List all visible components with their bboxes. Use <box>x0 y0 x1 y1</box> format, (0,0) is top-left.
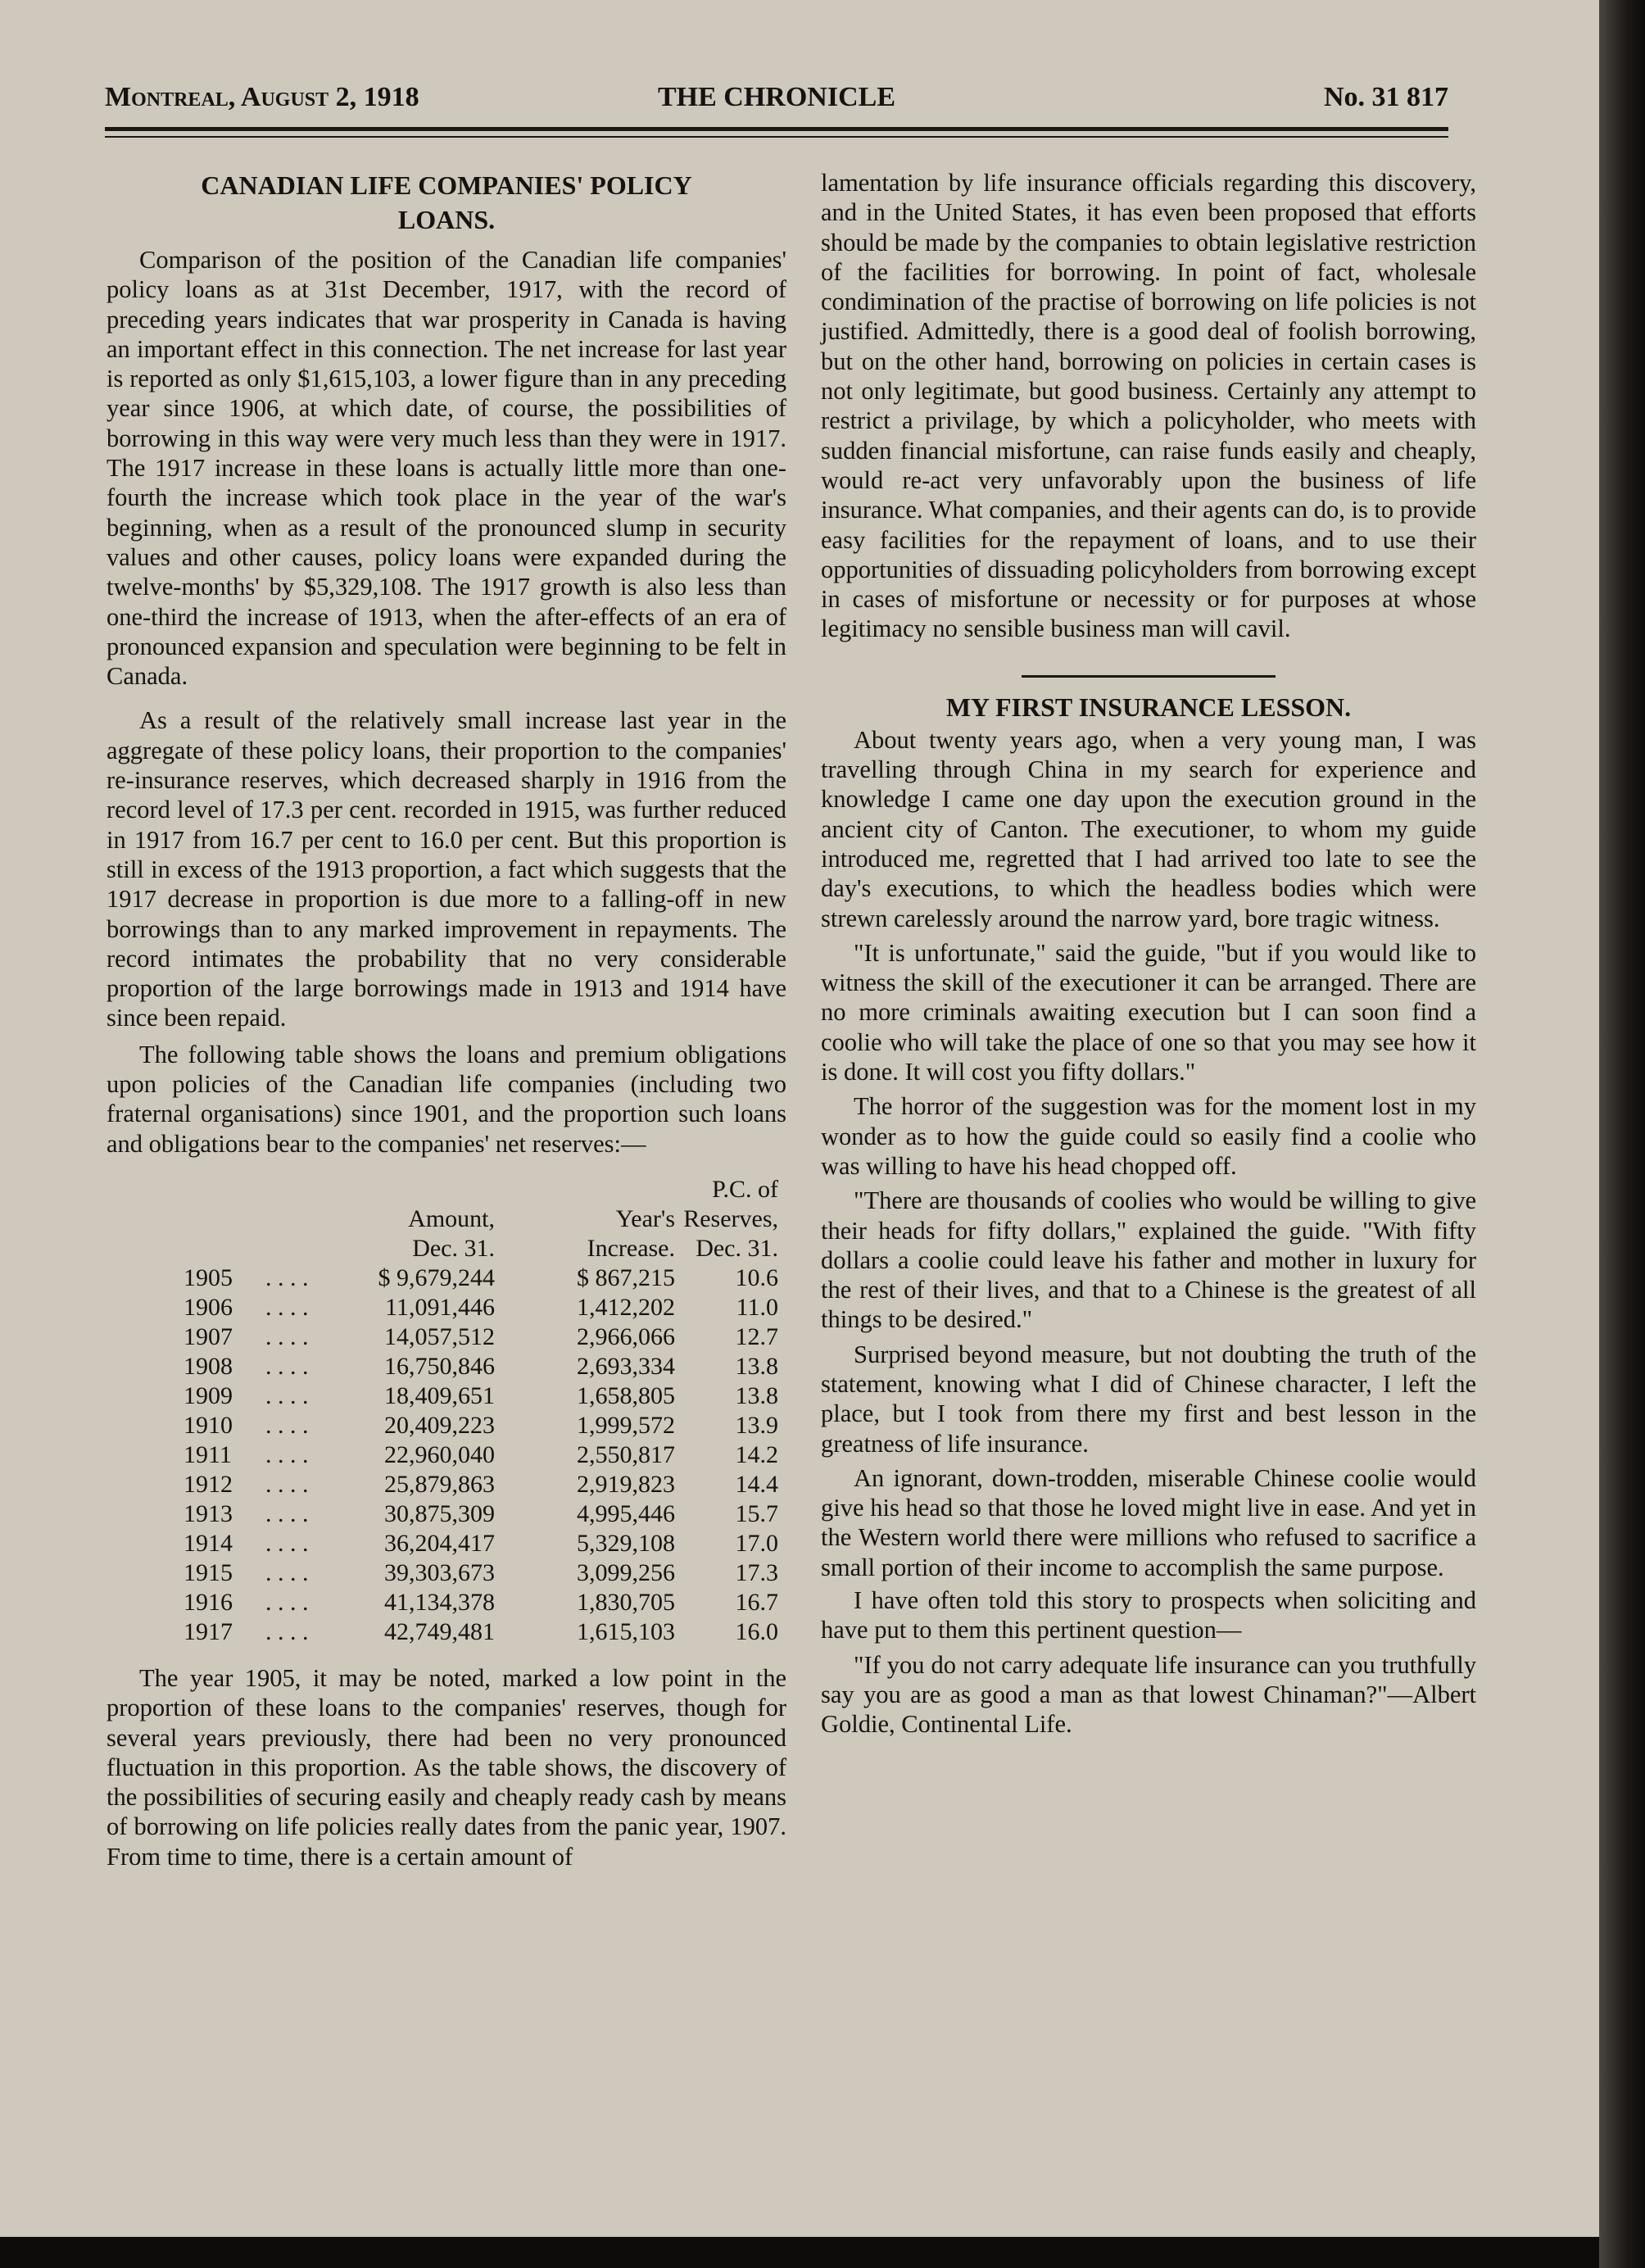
table-cell-leader-dots: . . . . <box>265 1529 309 1557</box>
table-cell-pc-reserves: 11.0 <box>736 1293 778 1321</box>
table-cell-year: 1910 <box>184 1411 233 1439</box>
table-cell-increase: 3,099,256 <box>577 1558 675 1586</box>
table-header-increase-1: Year's <box>615 1204 675 1232</box>
table-cell-leader-dots: . . . . <box>265 1499 309 1527</box>
table-header-amount-1: Amount, <box>408 1204 495 1232</box>
table-row <box>106 1440 786 1470</box>
table-cell-increase: 1,412,202 <box>577 1293 675 1321</box>
table-cell-leader-dots: . . . . <box>265 1617 309 1645</box>
table-cell-amount: $ 9,679,244 <box>378 1263 495 1291</box>
article1-paragraph-2: As a result of the relatively small increase last year in the aggregate of these policy loans, their proportion to the companies' re-insurance reserves, which decreased sharply in 1916 from the record level of 17.3 per cent. recorded in 1915, was further reduced in 1917 from 16.7 per cent to 16.0 per cent. But this proportion is still in excess of the 1913 proportion, a fact which suggests that the 1917 decrease in proportion is due more to a falling-off in new borrowings than to any marked improvement in repayments. The record intimates the probability that no very considerable proportion of the large borrowings made in 1913 and 1914 have since been repaid. <box>106 706 786 1032</box>
table-cell-increase: 2,966,066 <box>577 1322 675 1350</box>
table-cell-increase: 5,329,108 <box>577 1529 675 1557</box>
table-row <box>106 1558 786 1588</box>
table-header-row-3 <box>106 1234 786 1263</box>
table-cell-pc-reserves: 15.7 <box>735 1499 778 1527</box>
table-row <box>106 1588 786 1617</box>
page-bottom-shadow <box>0 2237 1599 2268</box>
table-cell-amount: 22,960,040 <box>384 1440 495 1468</box>
table-cell-amount: 20,409,223 <box>384 1411 495 1439</box>
table-header-pc-3: Dec. 31. <box>696 1234 778 1262</box>
article2-paragraph-1: About twenty years ago, when a very young man, I was travelling through China in my search for experience and knowledge I came one day upon the execution ground in the ancient city of Canton. The executioner, to whom my guide introduced me, regretted that I had arrived too late to see the day's executions, to which the headless bodies which were strewn carelessly around the narrow yard, bore tragic witness. <box>821 725 1476 932</box>
table-row <box>106 1352 786 1381</box>
header-rule-thick <box>105 127 1448 131</box>
table-cell-leader-dots: . . . . <box>265 1411 309 1439</box>
table-cell-year: 1907 <box>184 1322 233 1350</box>
table-cell-year: 1912 <box>184 1470 233 1498</box>
table-cell-amount: 36,204,417 <box>384 1529 495 1557</box>
table-header-pc-2: Reserves, <box>683 1204 778 1232</box>
table-cell-year: 1908 <box>184 1352 233 1380</box>
table-cell-pc-reserves: 16.0 <box>735 1617 778 1645</box>
header-rule-thin <box>105 136 1448 138</box>
table-cell-pc-reserves: 10.6 <box>735 1263 778 1291</box>
article1-paragraph-3: The following table shows the loans and premium obligations upon policies of the Canadian life companies (including two fraternal organisations) since 1901, and the proportion such loans and obligations bear to the companies' net reserves:— <box>106 1040 786 1158</box>
table-cell-year: 1914 <box>184 1529 233 1557</box>
table-cell-leader-dots: . . . . <box>265 1263 309 1291</box>
article2-paragraph-2: "It is unfortunate," said the guide, "but if you would like to witness the skill of the executioner it can be arranged. There are no more criminals awaiting execution but I can soon find a coolie who will take the place of one so that you may see how it is done. It will cost you fifty dollars." <box>821 938 1476 1086</box>
article-separator-rule <box>1022 675 1276 678</box>
article1-paragraph-4: The year 1905, it may be noted, marked a low point in the proportion of these loans to the companies' reserves, though for several years previously, there had been no very pronounced fluctuation in this proportion. As the table shows, the discovery of the possibilities of securing easily and cheaply ready cash by means of borrowing on life policies really dates from the panic year, 1907. From time to time, there is a certain amount of <box>106 1663 786 1871</box>
table-cell-pc-reserves: 13.8 <box>735 1381 778 1409</box>
table-cell-pc-reserves: 14.4 <box>735 1470 778 1498</box>
table-cell-amount: 25,879,863 <box>384 1470 495 1498</box>
table-cell-amount: 18,409,651 <box>384 1381 495 1409</box>
table-cell-pc-reserves: 16.7 <box>735 1588 778 1616</box>
table-cell-increase: $ 867,215 <box>577 1263 675 1291</box>
article1-paragraph-1: Comparison of the position of the Canadian life companies' policy loans as at 31st December, 1917, with the record of preceding years indicates that war prosperity in Canada is having an important effect in this connection. The net increase for last year is reported as only $1,615,103, a lower figure than in any preceding year since 1906, at which date, of course, the possibilities of borrowing in this way were very much less than they were in 1917. The 1917 increase in these loans is actually little more than one-fourth the increase which took place in the year of the war's beginning, when as a result of the pronounced slump in security values and other causes, policy loans were expanded during the twelve-months' by $5,329,108. The 1917 growth is also less than one-third the increase of 1913, when the after-effects of an era of pronounced expansion and speculation were beginning to be felt in Canada. <box>106 246 786 691</box>
table-cell-year: 1906 <box>184 1293 233 1321</box>
article2-paragraph-5: Surprised beyond measure, but not doubting the truth of the statement, knowing what I did of Chinese character, I left the place, but I took from there my first and best lesson in the greatness of life insurance. <box>821 1340 1476 1458</box>
table-cell-leader-dots: . . . . <box>265 1322 309 1350</box>
table-cell-leader-dots: . . . . <box>265 1470 309 1498</box>
article2-paragraph-4: "There are thousands of coolies who would be willing to give their heads for fifty dollars," explained the guide. "With fifty dollars a coolie could leave his father and mother in luxury for the rest of their lives, and that to a Chinese is the greatest of all things to be desired." <box>821 1186 1476 1334</box>
table-cell-increase: 1,999,572 <box>577 1411 675 1439</box>
table-cell-year: 1913 <box>184 1499 233 1527</box>
table-row <box>106 1293 786 1322</box>
left-column <box>106 168 786 1871</box>
table-cell-year: 1905 <box>184 1263 233 1291</box>
table-cell-amount: 42,749,481 <box>384 1617 495 1645</box>
table-cell-amount: 11,091,446 <box>385 1293 495 1321</box>
table-header-pc-1: P.C. of <box>712 1175 778 1203</box>
table-cell-amount: 30,875,309 <box>384 1499 495 1527</box>
table-cell-pc-reserves: 13.8 <box>735 1352 778 1380</box>
table-row <box>106 1322 786 1352</box>
table-cell-year: 1909 <box>184 1381 233 1409</box>
table-cell-leader-dots: . . . . <box>265 1440 309 1468</box>
table-cell-increase: 2,919,823 <box>577 1470 675 1498</box>
article2-paragraph-8: "If you do not carry adequate life insurance can you truthfully say you are as good a man as that lowest Chinaman?"—Albert Goldie, Continental Life. <box>821 1650 1476 1739</box>
book-spine-edge <box>1599 0 1645 2268</box>
article2-paragraph-6: An ignorant, down-trodden, miserable Chinese coolie would give his head so that those he loved might live in ease. And yet in the Western world there were millions who refused to sacrifice a small portion of their income to accomplish the same purpose. <box>821 1463 1476 1581</box>
table-row <box>106 1617 786 1647</box>
table-header-increase-2: Increase. <box>587 1234 675 1262</box>
article2-paragraph-3: The horror of the suggestion was for the moment lost in my wonder as to how the guide could so easily find a coolie who was willing to have his head chopped off. <box>821 1092 1476 1180</box>
table-cell-amount: 39,303,673 <box>384 1558 495 1586</box>
table-cell-increase: 2,550,817 <box>577 1440 675 1468</box>
table-body <box>106 1263 786 1647</box>
table-row <box>106 1529 786 1558</box>
table-cell-year: 1917 <box>184 1617 233 1645</box>
table-cell-amount: 41,134,378 <box>384 1588 495 1616</box>
table-row <box>106 1411 786 1440</box>
table-header-amount-2: Dec. 31. <box>412 1234 495 1262</box>
table-cell-amount: 14,057,512 <box>384 1322 495 1350</box>
table-cell-leader-dots: . . . . <box>265 1293 309 1321</box>
table-header-row-1 <box>106 1175 786 1204</box>
table-cell-year: 1915 <box>184 1558 233 1586</box>
table-row <box>106 1470 786 1499</box>
table-cell-pc-reserves: 17.0 <box>735 1529 778 1557</box>
article1-title-line2: LOANS. <box>397 205 496 234</box>
table-cell-year: 1911 <box>184 1440 232 1468</box>
header-dateline: Montreal, August 2, 1918 <box>105 82 419 112</box>
table-cell-increase: 1,615,103 <box>577 1617 675 1645</box>
article1-title <box>106 168 786 237</box>
table-cell-leader-dots: . . . . <box>265 1381 309 1409</box>
table-cell-leader-dots: . . . . <box>265 1352 309 1380</box>
table-cell-increase: 1,658,805 <box>577 1381 675 1409</box>
header-publication-title: THE CHRONICLE <box>658 82 895 112</box>
table-cell-pc-reserves: 17.3 <box>735 1558 778 1586</box>
article1-title-line1: CANADIAN LIFE COMPANIES' POLICY <box>201 170 692 200</box>
table-cell-year: 1916 <box>184 1588 233 1616</box>
table-cell-leader-dots: . . . . <box>265 1558 309 1586</box>
table-cell-amount: 16,750,846 <box>384 1352 495 1380</box>
table-row <box>106 1499 786 1529</box>
header-issue-page-number: No. 31 817 <box>1323 82 1448 112</box>
table-cell-pc-reserves: 12.7 <box>735 1322 778 1350</box>
table-row <box>106 1263 786 1293</box>
article2-title: MY FIRST INSURANCE LESSON. <box>945 692 1352 722</box>
article1-paragraph-5: lamentation by life insurance officials regarding this discovery, and in the United States, it has even been proposed that efforts should be made by the companies to obtain legislative restriction of the facilities for borrowing. In point of fact, wholesale condimination of the practise of borrowing on life policies is not justified. Admittedly, there is a good deal of foolish borrowing, but on the other hand, borrowing on policies in certain cases is not only legitimate, but good business. Certainly any attempt to restrict a privilage, by which a policyholder, who meets with sudden financial misfortune, can raise funds easily and cheaply, would re-act very unfavorably upon the business of life insurance. What companies, and their agents can do, is to provide easy facilities for the repayment of loans, and to use their opportunities of dissuading policyholders from borrowing except in cases of misfortune or necessity or for purposes at whose legitimacy no sensible business man will cavil. <box>821 169 1476 643</box>
table-cell-leader-dots: . . . . <box>265 1588 309 1616</box>
table-cell-increase: 1,830,705 <box>577 1588 675 1616</box>
table-cell-increase: 2,693,334 <box>577 1352 675 1380</box>
table-cell-increase: 4,995,446 <box>577 1499 675 1527</box>
table-header-row-2 <box>106 1204 786 1234</box>
article2-paragraph-7: I have often told this story to prospects when soliciting and have put to them this pertinent question— <box>821 1586 1476 1644</box>
table-cell-pc-reserves: 14.2 <box>735 1440 778 1468</box>
page-header <box>105 82 1448 121</box>
table-row <box>106 1381 786 1411</box>
table-cell-pc-reserves: 13.9 <box>735 1411 778 1439</box>
policy-loans-table <box>106 1175 786 1647</box>
right-column <box>821 168 1476 1740</box>
